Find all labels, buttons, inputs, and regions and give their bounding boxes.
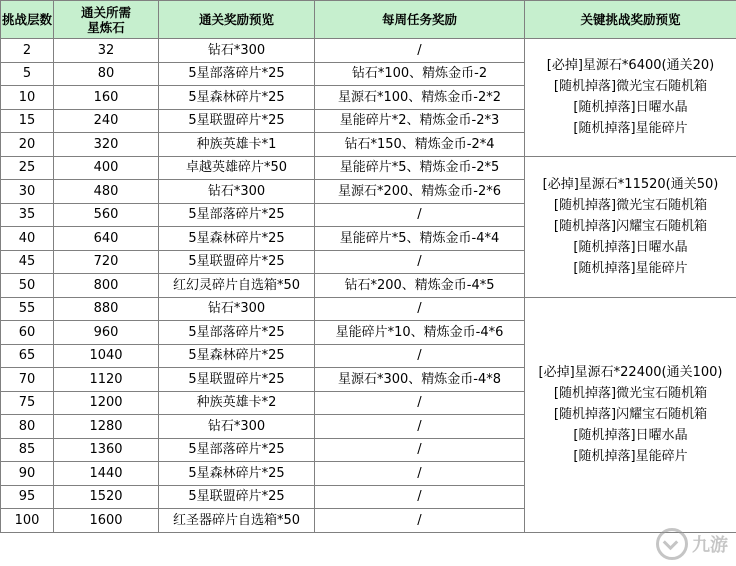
cell-level: 2 <box>1 39 54 63</box>
cell-clear-reward: 5星部落碎片*25 <box>159 203 315 227</box>
cell-clear-reward: 5星森林碎片*25 <box>159 344 315 368</box>
cell-weekly-reward: / <box>315 415 525 439</box>
cell-stones: 240 <box>54 109 159 133</box>
cell-clear-reward: 红幻灵碎片自选箱*50 <box>159 274 315 298</box>
cell-clear-reward: 5星部落碎片*25 <box>159 438 315 462</box>
cell-stones: 1280 <box>54 415 159 439</box>
cell-level: 45 <box>1 250 54 274</box>
cell-level: 40 <box>1 227 54 251</box>
cell-level: 85 <box>1 438 54 462</box>
cell-weekly-reward: 星能碎片*5、精炼金币-2*5 <box>315 156 525 180</box>
header-level: 挑战层数 <box>1 1 54 39</box>
header-weekly-reward: 每周任务奖励 <box>315 1 525 39</box>
cell-weekly-reward: 钻石*100、精炼金币-2 <box>315 62 525 86</box>
key-reward-line: [必掉]星源石*11520(通关50) <box>542 177 719 192</box>
cell-level: 55 <box>1 297 54 321</box>
cell-level: 90 <box>1 462 54 486</box>
cell-weekly-reward: / <box>315 509 525 533</box>
cell-weekly-reward: / <box>315 344 525 368</box>
cell-stones: 640 <box>54 227 159 251</box>
cell-clear-reward: 5星森林碎片*25 <box>159 227 315 251</box>
cell-clear-reward: 5星联盟碎片*25 <box>159 250 315 274</box>
cell-stones: 400 <box>54 156 159 180</box>
cell-weekly-reward: / <box>315 203 525 227</box>
cell-clear-reward: 卓越英雄碎片*50 <box>159 156 315 180</box>
key-reward-line: [随机掉落]星能碎片 <box>573 121 688 137</box>
header-key-reward: 关键挑战奖励预览 <box>525 1 736 39</box>
cell-key-reward <box>525 297 736 532</box>
cell-stones: 32 <box>54 39 159 63</box>
cell-stones: 1040 <box>54 344 159 368</box>
cell-weekly-reward: 星能碎片*10、精炼金币-4*6 <box>315 321 525 345</box>
cell-level: 80 <box>1 415 54 439</box>
table-row <box>1 39 736 63</box>
cell-level: 75 <box>1 391 54 415</box>
cell-clear-reward: 5星联盟碎片*25 <box>159 368 315 392</box>
key-reward-line: [随机掉落]微光宝石随机箱 <box>553 386 708 401</box>
cell-level: 50 <box>1 274 54 298</box>
cell-stones: 720 <box>54 250 159 274</box>
key-reward-line: [必掉]星源石*22400(通关100) <box>538 365 723 380</box>
cell-clear-reward: 钻石*300 <box>159 180 315 204</box>
cell-weekly-reward: 星源石*100、精炼金币-2*2 <box>315 86 525 110</box>
cell-stones: 1360 <box>54 438 159 462</box>
key-reward-line: [随机掉落]微光宝石随机箱 <box>553 79 708 95</box>
jiuyou-logo-icon <box>656 528 688 560</box>
watermark <box>656 528 728 560</box>
cell-weekly-reward: / <box>315 250 525 274</box>
cell-stones: 320 <box>54 133 159 157</box>
cell-clear-reward: 红圣器碎片自选箱*50 <box>159 509 315 533</box>
cell-stones: 880 <box>54 297 159 321</box>
cell-weekly-reward: / <box>315 462 525 486</box>
cell-clear-reward: 钻石*300 <box>159 39 315 63</box>
key-reward-line: [随机掉落]日曜水晶 <box>573 240 688 255</box>
table-row <box>1 297 736 321</box>
header-row <box>1 1 736 39</box>
cell-level: 20 <box>1 133 54 157</box>
cell-clear-reward: 5星部落碎片*25 <box>159 62 315 86</box>
cell-weekly-reward: 星能碎片*5、精炼金币-4*4 <box>315 227 525 251</box>
key-reward-line: [随机掉落]星能碎片 <box>573 261 688 276</box>
cell-stones: 1440 <box>54 462 159 486</box>
cell-clear-reward: 5星森林碎片*25 <box>159 462 315 486</box>
cell-level: 100 <box>1 509 54 533</box>
cell-level: 10 <box>1 86 54 110</box>
key-reward-line: [随机掉落]微光宝石随机箱 <box>553 198 708 213</box>
cell-weekly-reward: / <box>315 297 525 321</box>
cell-clear-reward: 5星森林碎片*25 <box>159 86 315 110</box>
cell-stones: 80 <box>54 62 159 86</box>
cell-clear-reward: 5星部落碎片*25 <box>159 321 315 345</box>
cell-clear-reward: 钻石*300 <box>159 415 315 439</box>
cell-weekly-reward: / <box>315 438 525 462</box>
cell-stones: 800 <box>54 274 159 298</box>
cell-level: 60 <box>1 321 54 345</box>
header-stones-line-2: 星炼石 <box>87 19 125 35</box>
header-stones <box>54 1 159 39</box>
cell-level: 15 <box>1 109 54 133</box>
table-row <box>1 156 736 180</box>
cell-key-reward <box>525 156 736 297</box>
key-reward-line: [必掉]星源石*6400(通关20) <box>546 58 715 74</box>
key-reward-line: [随机掉落]闪耀宝石随机箱 <box>553 219 708 234</box>
cell-weekly-reward: 星源石*200、精炼金币-2*6 <box>315 180 525 204</box>
cell-stones: 560 <box>54 203 159 227</box>
cell-weekly-reward: / <box>315 485 525 509</box>
cell-level: 25 <box>1 156 54 180</box>
table-body <box>1 39 736 533</box>
cell-level: 65 <box>1 344 54 368</box>
key-reward-line: [随机掉落]日曜水晶 <box>573 100 688 116</box>
cell-weekly-reward: / <box>315 391 525 415</box>
key-reward-line: [随机掉落]星能碎片 <box>573 449 688 464</box>
cell-clear-reward: 种族英雄卡*1 <box>159 133 315 157</box>
cell-level: 5 <box>1 62 54 86</box>
cell-level: 30 <box>1 180 54 204</box>
header-clear-reward: 通关奖励预览 <box>159 1 315 39</box>
cell-clear-reward: 种族英雄卡*2 <box>159 391 315 415</box>
cell-weekly-reward: 星源石*300、精炼金币-4*8 <box>315 368 525 392</box>
key-reward-line: [随机掉落]闪耀宝石随机箱 <box>553 407 708 422</box>
cell-key-reward <box>525 39 736 157</box>
cell-stones: 1120 <box>54 368 159 392</box>
cell-weekly-reward: 钻石*200、精炼金币-4*5 <box>315 274 525 298</box>
cell-clear-reward: 钻石*300 <box>159 297 315 321</box>
header-stones-line-1: 通关所需 <box>80 4 131 20</box>
cell-level: 95 <box>1 485 54 509</box>
cell-weekly-reward: 星能碎片*2、精炼金币-2*3 <box>315 109 525 133</box>
cell-stones: 960 <box>54 321 159 345</box>
watermark-text: 九游 <box>692 535 728 556</box>
cell-stones: 1520 <box>54 485 159 509</box>
cell-level: 35 <box>1 203 54 227</box>
cell-stones: 480 <box>54 180 159 204</box>
cell-stones: 1200 <box>54 391 159 415</box>
cell-clear-reward: 5星联盟碎片*25 <box>159 485 315 509</box>
cell-weekly-reward: 钻石*150、精炼金币-2*4 <box>315 133 525 157</box>
cell-clear-reward: 5星联盟碎片*25 <box>159 109 315 133</box>
cell-stones: 1600 <box>54 509 159 533</box>
cell-stones: 160 <box>54 86 159 110</box>
cell-weekly-reward: / <box>315 39 525 63</box>
cell-level: 70 <box>1 368 54 392</box>
key-reward-line: [随机掉落]日曜水晶 <box>573 428 688 443</box>
